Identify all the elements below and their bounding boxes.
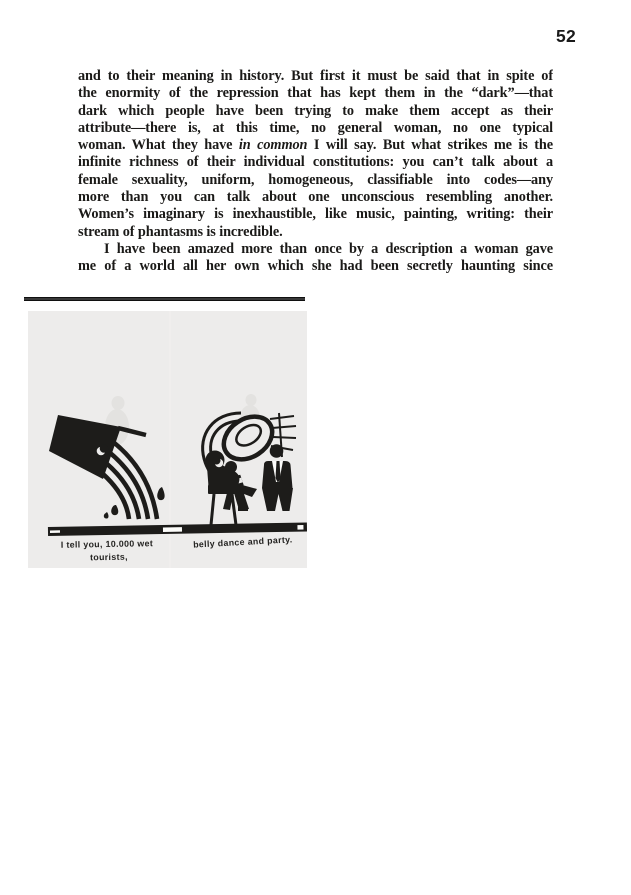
text-line: and to their meaning in history. But first it must be said that in spite of — [78, 68, 553, 84]
text-run: I will say. But what strikes me is the — [307, 137, 553, 154]
text-line: the enormity of the repression that has kept them in the “dark”—that — [78, 85, 553, 102]
text-line: me of a world all her own which she had been secretly haunting since — [78, 258, 553, 275]
page-number: 52 — [556, 26, 577, 46]
man-legs — [262, 488, 293, 511]
text-line: Women’s imaginary is inexhaustible, like music, painting, writing: their — [78, 206, 553, 223]
standing-man — [262, 444, 293, 511]
cartoon-figure — [28, 311, 307, 568]
text-line: stream of phantasms is incredible. — [78, 223, 283, 240]
caption-left-line2: tourists, — [89, 551, 128, 563]
italic-phrase: in common — [238, 137, 308, 154]
caption-left-line1: I tell you, 10.000 wet — [60, 538, 154, 550]
man-head — [270, 444, 284, 458]
body-text — [78, 68, 553, 276]
text-line: more than you can talk about one unconscious resembling another. — [78, 189, 553, 206]
water-stream — [103, 441, 157, 519]
text-line: female sexuality, uniform, homogeneous, classifiable into codes—any — [78, 171, 553, 188]
text-run: woman. What they have — [78, 137, 239, 154]
figure-separator-rule — [24, 297, 305, 301]
bucket-pouring-icon — [49, 415, 146, 479]
text-line: dark which people have been trying to make them accept as their — [78, 102, 553, 119]
bench-bar — [48, 522, 307, 536]
cartoon-illustration — [28, 311, 307, 568]
text-line — [78, 137, 553, 154]
text-line: attribute—there is, at this time, no general woman, no one typical — [78, 119, 553, 136]
caption-right: belly dance and party. — [192, 534, 293, 550]
text-line: I have been amazed more than once by a description a woman gave — [104, 240, 553, 257]
text-line: infinite richness of their individual constitutions: you can’t talk about a — [78, 154, 553, 171]
